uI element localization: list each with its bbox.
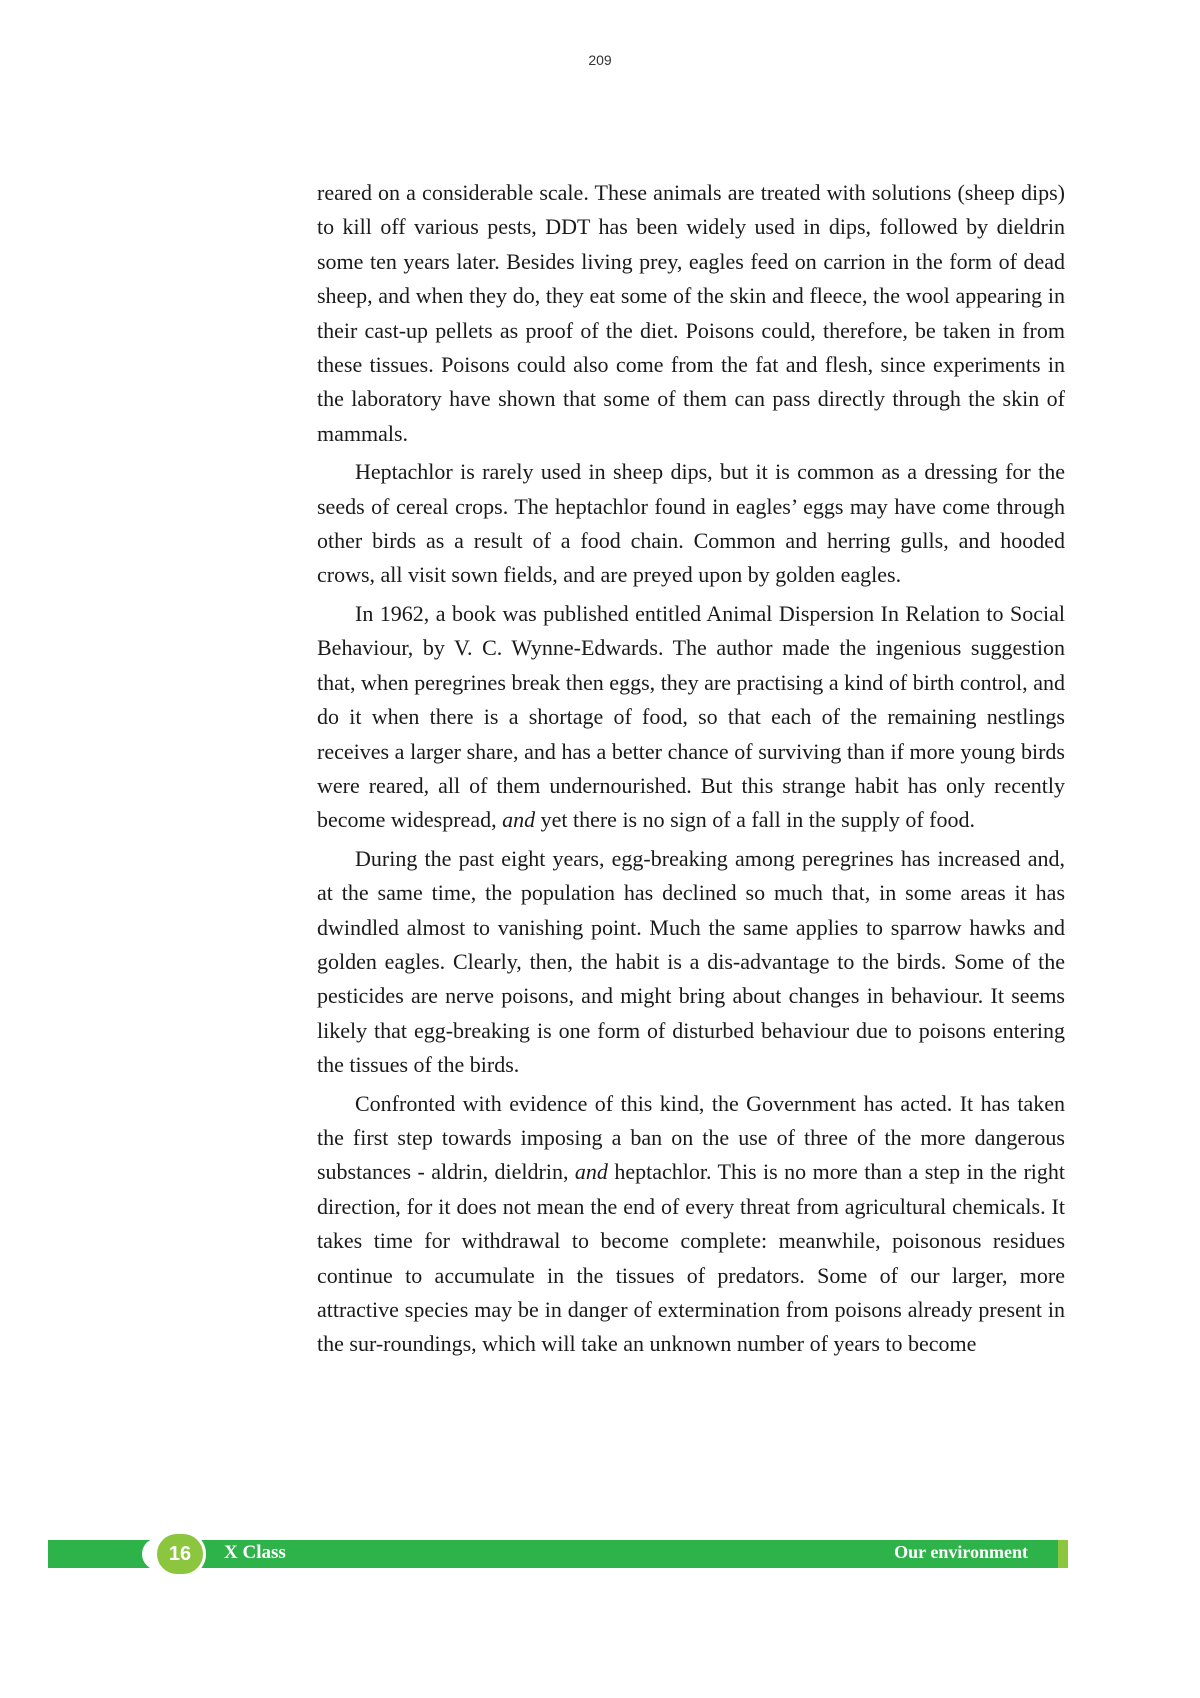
paragraph-text: yet there is no sign of a fall in the supply of food. — [540, 807, 976, 833]
body-text — [317, 176, 1065, 1366]
paragraph: reared on a considerable scale. These animals are treated with solutions (sheep dips) to kill off various pests, DDT has been widely used in dips, followed by dieldrin some ten years later. Besides living prey, eagles feed on carrion in the form of dead sheep, and when they do, they eat some of the skin and fleece, the wool appearing in their cast-up pellets as proof of the diet. Poisons could, therefore, be taken in from these tissues. Poisons could also come from the fat and flesh, since experiments in the laboratory have shown that some of them can pass directly through the skin of mammals. — [317, 180, 1065, 446]
footer-class-label: X Class — [224, 1542, 286, 1563]
page-number: 209 — [588, 52, 612, 68]
paragraph-text: In 1962, a book was published entitled Animal Dispersion In Relation to Social Behaviour, by V. C. Wynne-Edwards. The author made the ingenious suggestion that, when peregrines break then eggs, they are practising a kind of birth control, and do it when there is a shortage of food, so that each of the remaining nestlings receives a larger share, and has a better chance of surviving than if more young birds were reared, all of them undernourished. But this strange habit has only recently become widespread, — [317, 600, 1065, 833]
paragraph-text: heptachlor. This is no more than a step in the right direction, for it does not mean the end of every threat from agricultural chemicals. It takes time for withdrawal to become complete: meanwhile, poisonous residues continue to accumulate in the tissues of predators. Some of our larger, more attractive species may be in danger of extermination from poisons already present in the sur-roundings, which will take an unknown number of years to become — [317, 1159, 1066, 1357]
paragraph — [317, 597, 1065, 838]
paragraph — [317, 1087, 1065, 1362]
chapter-number-badge: 16 — [154, 1531, 206, 1577]
paragraph-text: Confronted with evidence of this kind, the Government has acted. It has taken the first step towards imposing a ban on the use of three of the more dangerous substances - aldrin, dieldrin, — [317, 1090, 1065, 1185]
paragraph: During the past eight years, egg-breaking among peregrines has increased and, at the same time, the population has declined so much that, in some areas it has dwindled almost to vanishing point. Much the same applies to sparrow hawks and golden eagles. Clearly, then, the habit is a dis-advantage to the birds. Some of the pesticides are nerve poisons, and might bring about changes in behaviour. It seems likely that egg-breaking is one form of disturbed behaviour due to poisons entering the tissues of the birds. — [317, 845, 1065, 1078]
italic-word: and — [574, 1159, 608, 1185]
italic-word: and — [502, 807, 536, 833]
footer-end-cap — [1058, 1540, 1068, 1568]
footer-subject-label: Our environment — [894, 1542, 1028, 1562]
paragraph: Heptachlor is rarely used in sheep dips, but it is common as a dressing for the seeds of cereal crops. The heptachlor found in eagles’ eggs may have come through other birds as a result of a food chain. Common and herring gulls, and hooded crows, all visit sown fields, and are preyed upon by golden eagles. — [317, 459, 1065, 588]
